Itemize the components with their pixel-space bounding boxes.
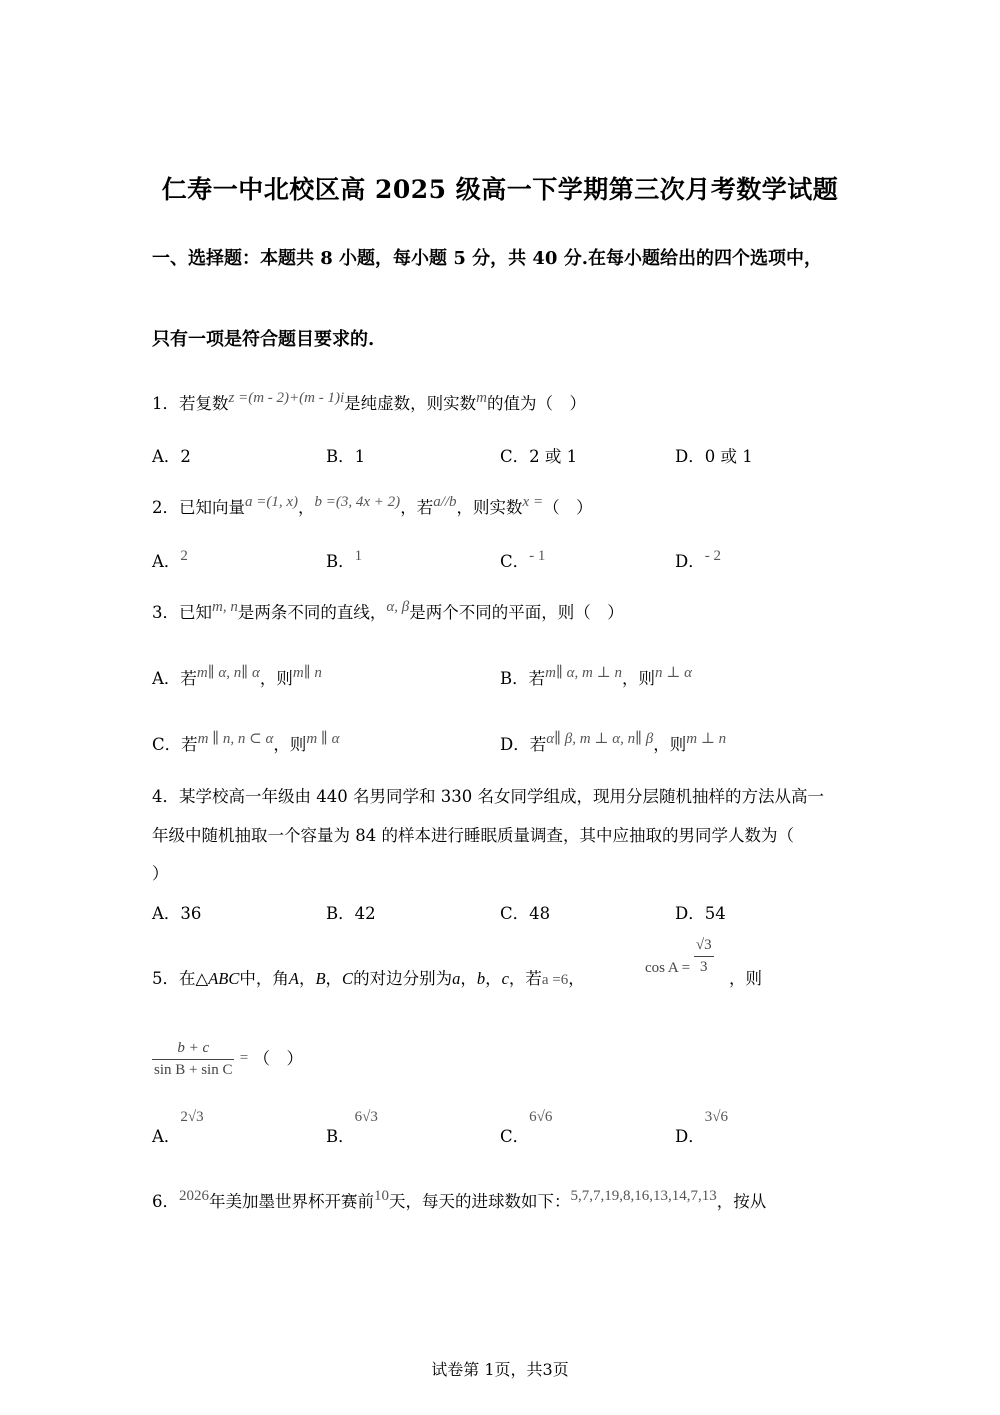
q2-pre: 2．已知向量 — [152, 498, 245, 517]
q2-sep: ， — [298, 498, 315, 517]
question-3 — [152, 599, 624, 623]
q5-a-value: a =6 — [541, 972, 569, 988]
q1-option-b: B．1 — [326, 447, 366, 466]
q2-option-a: A．2 — [152, 548, 188, 571]
q3-mid: 是两条不同的直线， — [237, 603, 387, 622]
q2-mid2: ，则实数 — [456, 498, 523, 517]
q2-cond: a//b — [433, 494, 457, 510]
q2-option-b: B．1 — [326, 548, 363, 571]
q3-option-d: D．若α∥ β, m ⊥ α, n∥ β，则m ⊥ n — [500, 731, 727, 754]
q5-option-b: B．6√3 — [326, 1109, 378, 1146]
q2-option-c: C．- 1 — [500, 548, 546, 571]
q1-var: m — [476, 390, 487, 406]
q1-option-d: D．0 或 1 — [675, 447, 753, 466]
q1-mid: 是纯虚数，则实数 — [344, 394, 477, 413]
q3-mn: m, n — [212, 599, 238, 615]
q5-fraction: $\frac{b + c}{\text{sin B + sin C}}$ — [154, 1040, 233, 1078]
q4-option-b: B．42 — [326, 904, 376, 923]
q1-option-c: C．2 或 1 — [500, 447, 578, 466]
q3-post: 是两个不同的平面，则（ ） — [409, 603, 624, 622]
q5-option-a: A．2√3 — [152, 1109, 204, 1146]
question-6: 6．2026年美加墨世界杯开赛前10天，每天的进球数如下：5,7,7,19,8,16,13,14,7,13，按从 — [152, 1188, 767, 1211]
q4-option-d: D．54 — [675, 904, 726, 923]
section-heading-line1: 一、选择题：本题共 8 小题，每小题 5 分，共 40 分.在每小题给出的四个选项中， — [152, 248, 822, 269]
q3-ab: α, β — [386, 599, 410, 615]
question-5: 5．在△ABC中，角A，B，C的对边分别为a，b，c，若a =6， — [152, 969, 585, 988]
q2-vector-a: a =(1, x) — [245, 494, 299, 510]
q5-cos-formula: cos A = $\frac{√3}{3}$ — [645, 937, 712, 976]
q2-option-d: D．- 2 — [675, 548, 721, 571]
q3-option-b: B．若m∥ α, m ⊥ n，则n ⊥ α — [500, 665, 692, 688]
q3-pre: 3．已知 — [152, 603, 212, 622]
q2-post: （ ） — [543, 498, 593, 517]
q1-post: 的值为（ ） — [486, 394, 586, 413]
q4-option-c: C．48 — [500, 904, 551, 923]
q5-option-c: C．6√6 — [500, 1109, 553, 1146]
q1-formula: z =(m - 2)+(m - 1)i — [228, 390, 345, 406]
q4-line3: ） — [152, 864, 169, 883]
section-heading-line2: 只有一项是符合题目要求的. — [152, 329, 375, 350]
q4-line1: 4．某学校高一年级由 440 名男同学和 330 名女同学组成，现用分层随机抽样的方法从高一 — [152, 787, 824, 806]
q4-line2: 年级中随机抽取一个容量为 84 的样本进行睡眠质量调查，其中应抽取的男同学人数为（ — [152, 826, 794, 845]
q5-option-d: D．3√6 — [675, 1109, 728, 1146]
q3-option-a: A．若m∥ α, n∥ α，则m∥ n — [152, 665, 322, 688]
q2-x: x = — [522, 494, 544, 510]
question-2 — [152, 494, 593, 518]
page-footer: 试卷第 1页，共3页 — [431, 1360, 569, 1379]
q1-option-a: A．2 — [152, 447, 191, 466]
question-1 — [152, 390, 586, 414]
q2-vector-b: b =(3, 4x + 2) — [314, 494, 401, 510]
q4-option-a: A．36 — [152, 904, 202, 923]
q5-expression: $\frac{b + c}{\text{sin B + sin C}}$ = （ ） — [154, 1040, 303, 1078]
q2-mid: ，若 — [400, 498, 434, 517]
q1-pre: 1．若复数 — [152, 394, 229, 413]
page-title: 仁寿一中北校区高 2025 级高一下学期第三次月考数学试题 — [161, 175, 839, 204]
q5-then: ，则 — [729, 969, 762, 988]
q3-option-c: C．若m ∥ n, n ⊂ α，则m ∥ α — [152, 731, 340, 754]
